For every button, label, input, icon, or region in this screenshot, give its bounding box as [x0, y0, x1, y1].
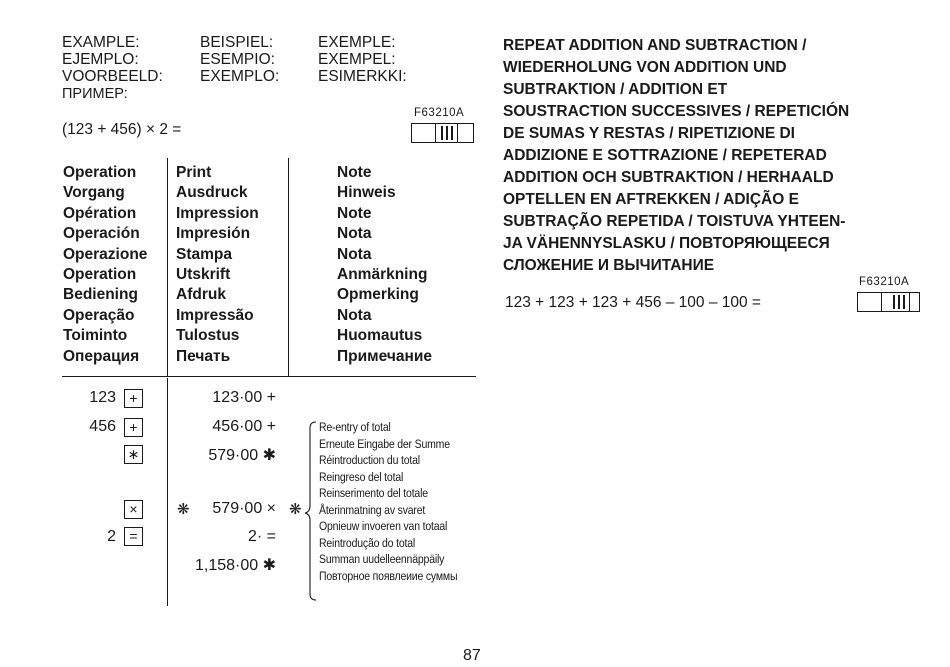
- note-line: Återinmatning av svaret: [319, 502, 426, 517]
- reentry-mark-icon: ❋: [177, 501, 190, 518]
- label-example: EXAMPLE:: [62, 34, 140, 51]
- label-esimerkki: ESIMERKKI:: [318, 68, 407, 85]
- right-decimal-switch-icon: [857, 292, 920, 312]
- right-formula: 123 + 123 + 123 + 456 – 100 – 100 =: [505, 294, 761, 311]
- column-divider-lower: [167, 378, 168, 606]
- label-exemple: EXEMPLE:: [318, 34, 396, 51]
- label-voorbeeld: VOORBEELD:: [62, 68, 163, 85]
- total-key-icon: ∗: [124, 445, 143, 464]
- note-line: Reinserimento del totale: [319, 486, 428, 500]
- entry-number-2: 456: [89, 418, 116, 435]
- notes-list: [319, 419, 457, 584]
- print-line-4: 579·00 ×: [212, 500, 276, 517]
- print-line-6: 1,158·00 ✱: [194, 557, 276, 574]
- print-line-5: 2· =: [247, 528, 276, 545]
- column-header-note: Note Hinweis Note Nota Nota Anmärkning Opmerking Nota Huomautus Примечание: [337, 164, 432, 365]
- column-divider-upper: [167, 158, 168, 376]
- brace-icon: [304, 420, 318, 602]
- print-line-1: 123·00 +: [212, 389, 276, 406]
- label-exempel: EXEMPEL:: [318, 51, 396, 68]
- plus-key-icon: +: [124, 389, 143, 408]
- column-header-print: Print Ausdruck Impression Impresión Stampa Utskrift Afdruk Impressão Tulostus Печать: [176, 164, 259, 365]
- note-column-divider: [288, 158, 289, 376]
- plus-key-icon: +: [124, 418, 143, 437]
- note-line: Reingreso del total: [319, 469, 404, 484]
- label-ejemplo: EJEMPLO:: [62, 51, 139, 68]
- page-number: 87: [463, 647, 481, 664]
- note-line: Summan uudelleennäppäily: [319, 552, 445, 566]
- example-formula: (123 + 456) × 2 =: [62, 121, 182, 138]
- section-title: REPEAT ADDITION AND SUBTRACTION / WIEDERHOLUNG VON ADDITION UND SUBTRAKTION / ADDITION ET SOUSTRACTION SUCCESSIVES / REPETICIÓN DE SUMAS Y RESTAS / RIPETIZIONE DI ADDIZIONE E SOTTRAZIONE / REPETERAD ADDITION OCH SUBTRAKTION / HERHAALD OPTELLEN EN AFTREKKEN / ADIÇÃO E SUBTRAÇÃO REPETIDA / TOISTUVA YHTEEN- JA VÄHENNYSLASKU / ПОВТОРЯЮЩЕЕСЯ СЛОЖЕНИЕ И ВЫЧИТАНИЕ: [503, 37, 850, 274]
- decimal-switch-icon: [411, 123, 474, 143]
- note-line: Reintrodução do total: [319, 535, 416, 550]
- entry-number-1: 123: [89, 389, 116, 406]
- header-separator: [62, 376, 476, 377]
- label-exemplo: EXEMPLO:: [200, 68, 280, 85]
- column-header-operation: Operation Vorgang Opération Operación Operazione Operation Bediening Operação Toiminto Операция: [63, 164, 148, 365]
- reentry-note-mark-icon: ❋: [289, 501, 302, 518]
- note-line: Повторное появлеиие суммы: [319, 568, 458, 583]
- print-line-3: 579·00 ✱: [208, 447, 276, 464]
- note-line: Opnieuw invoeren van totaal: [319, 519, 448, 533]
- note-line: Erneute Eingabe der Summe: [319, 436, 450, 451]
- entry-number-3: 2: [107, 528, 116, 545]
- switch-code-label: F63210A: [414, 107, 465, 119]
- label-primer: ПРИМЕР:: [62, 86, 128, 102]
- equals-key-icon: =: [124, 527, 143, 546]
- note-line: Réintroduction du total: [319, 453, 420, 467]
- multiply-key-icon: ×: [124, 500, 143, 519]
- right-switch-code-label: F63210A: [859, 276, 910, 288]
- print-line-2: 456·00 +: [212, 418, 276, 435]
- note-line: Re-entry of total: [319, 420, 391, 434]
- label-esempio: ESEMPIO:: [200, 51, 275, 68]
- label-beispiel: BEISPIEL:: [200, 34, 274, 51]
